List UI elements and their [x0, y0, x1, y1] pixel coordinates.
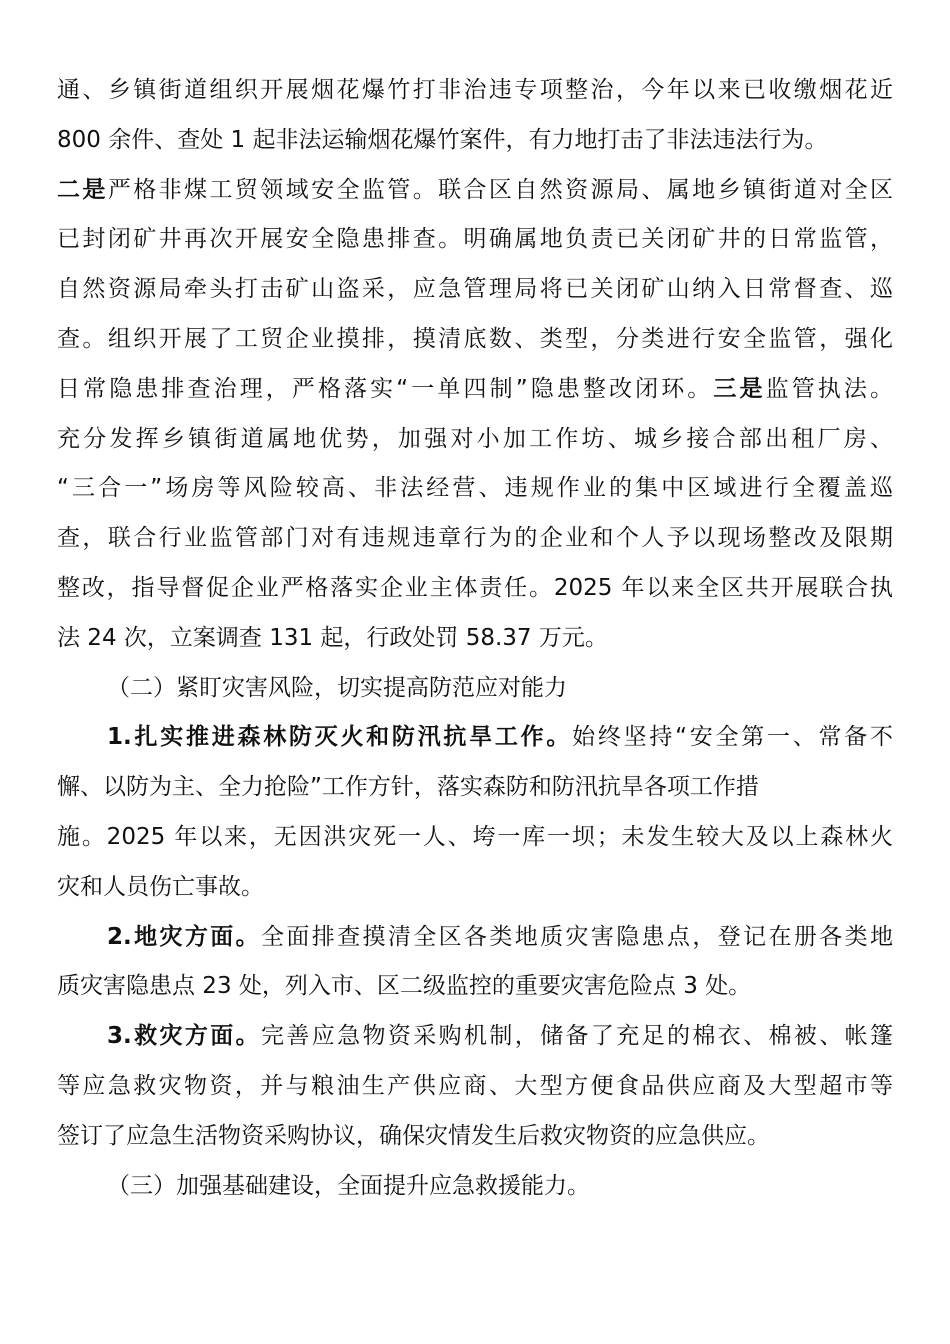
text-line-17: 灾和人员伤亡事故。 [57, 873, 264, 900]
text-line-8: 充分发挥乡镇街道属地优势，加强对小加工作坊、城乡接合部出租厂房、 [57, 425, 893, 452]
text-line-15: 懈、以防为主、全力抢险”工作方针，落实森防和防汛抗旱各项工作措 [57, 774, 759, 801]
text-line-22: 签订了应急生活物资采购协议，确保灾情发生后救灾物资的应急供应。 [57, 1122, 770, 1149]
text-line-16: 施。2025 年以来，无因洪灾死一人、垮一库一坝；未发生较大及以上森林火 [57, 823, 893, 850]
text-line-4: 已封闭矿井再次开展安全隐患排查。明确属地负责已关闭矿井的日常监管， [57, 226, 893, 253]
text-line-20: 3.救灾方面。完善应急物资采购机制，储备了充足的棉衣、棉被、帐篷 [107, 1023, 893, 1050]
text-line-19: 质灾害隐患点 23 处，列入市、区二级监控的重要灾害危险点 3 处。 [57, 973, 752, 1000]
text-line-9: “三合一”场房等风险较高、非法经营、违规作业的集中区域进行全覆盖巡 [57, 475, 893, 502]
bold-lead: 三是 [713, 375, 766, 402]
text-line-18: 2.地灾方面。全面排查摸清全区各类地质灾害隐患点，登记在册各类地 [107, 923, 893, 950]
text-line-21: 等应急救灾物资，并与粮油生产供应商、大型方便食品供应商及大型超市等 [57, 1072, 893, 1099]
text-line-11: 整改，指导督促企业严格落实企业主体责任。2025 年以来全区共开展联合执 [57, 574, 893, 601]
text-line-1: 通、乡镇街道组织开展烟花爆竹打非治违专项整治，今年以来已收缴烟花近 [57, 77, 893, 103]
text-line-10: 查，联合行业监管部门对有违规违章行为的企业和个人予以现场整改及限期 [57, 525, 893, 552]
text-line-7: 日常隐患排查治理，严格落实“一单四制”隐患整改闭环。三是监管执法。 [57, 375, 893, 402]
text-line-12: 法 24 次，立案调查 131 起，行政处罚 58.37 万元。 [57, 624, 608, 651]
bold-lead: 1.扎实推进森林防灭火和防汛抗旱工作。 [107, 724, 573, 751]
text-line-3: 二是严格非煤工贸领域安全监管。联合区自然资源局、属地乡镇街道对全区 [57, 176, 893, 203]
text-line-6: 查。组织开展了工贸企业摸排，摸清底数、类型，分类进行安全监管，强化 [57, 325, 893, 352]
section-heading-2: （二）紧盯灾害风险，切实提高防范应对能力 [107, 674, 567, 701]
section-heading-3: （三）加强基础建设，全面提升应急救援能力。 [107, 1172, 590, 1199]
bold-lead: 3.救灾方面。 [107, 1023, 261, 1050]
text-line-2: 800 余件、查处 1 起非法运输烟花爆竹案件，有力地打击了非法违法行为。 [57, 126, 828, 153]
bold-lead: 二是 [57, 176, 108, 203]
text-line-14: 1.扎实推进森林防灭火和防汛抗旱工作。始终坚持“安全第一、常备不 [107, 724, 893, 751]
text-line-5: 自然资源局牵头打击矿山盗采，应急管理局将已关闭矿山纳入日常督查、巡 [57, 276, 893, 303]
document-page [57, 66, 893, 1211]
bold-lead: 2.地灾方面。 [107, 923, 261, 950]
